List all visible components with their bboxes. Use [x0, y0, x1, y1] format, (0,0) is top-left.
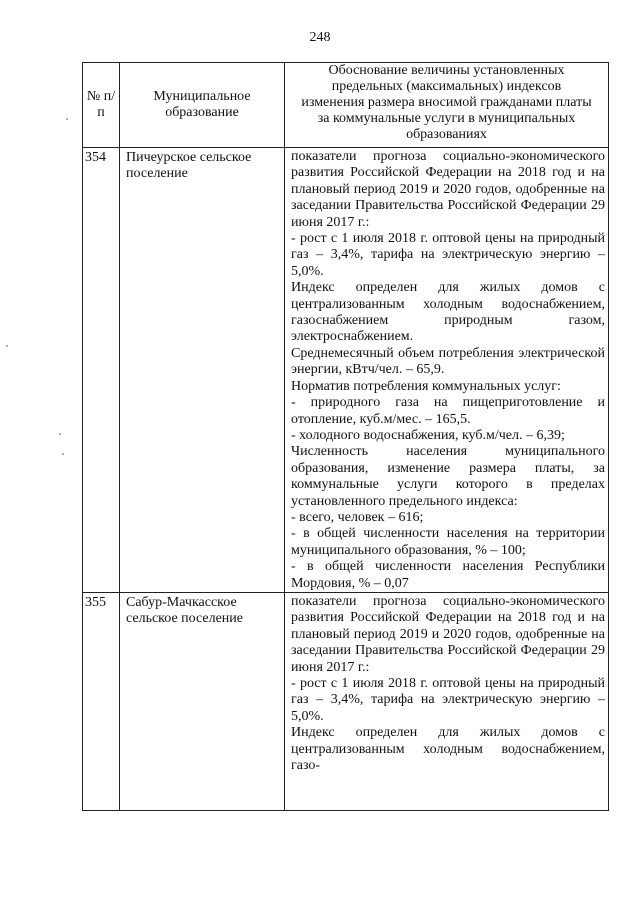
justification-paragraph: Численность населения муниципального образования, изменение размера платы, за коммунальные услуги которого в пределах установленного предельного индекса: — [291, 444, 605, 509]
header-num: № п/п — [83, 63, 120, 148]
page-number: 248 — [309, 30, 331, 45]
justification-paragraph: Индекс определен для жилых домов с централизованным холодным водоснабжением, газо- — [291, 725, 605, 774]
justification-paragraph: Индекс определен для жилых домов с централизованным холодным водоснабжением, газоснабжением природным газом, электроснабжением. — [291, 280, 605, 345]
scan-speck — [66, 118, 68, 120]
justification-paragraph: Среднемесячный объем потребления электрической энергии, кВтч/чел. – 65,9. — [291, 345, 605, 378]
justification-paragraph: - рост с 1 июля 2018 г. оптовой цены на природный газ – 3,4%, тарифа на электрическую энергию – 5,0%. — [291, 231, 605, 279]
table-row — [83, 592, 609, 810]
row-number: 355 — [83, 592, 120, 810]
indices-table — [82, 62, 609, 811]
justification-cell — [285, 148, 609, 593]
justification-paragraph: - природного газа на пищеприготовление и отопление, куб.м/мес. – 165,5. — [291, 395, 605, 427]
justification-paragraph: Норматив потребления коммунальных услуг: — [291, 378, 561, 394]
header-municipality: Муниципальное образование — [120, 63, 285, 148]
justification-paragraph: - в общей численности населения на территории муниципального образования, % – 100; — [291, 526, 605, 558]
municipality-name: Пичеурское сельское поселение — [120, 148, 285, 593]
municipality-name: Сабур-Мачкасское сельское поселение — [120, 592, 285, 810]
justification-cell — [285, 592, 609, 810]
scan-speck — [6, 345, 8, 347]
justification-paragraph: показатели прогноза социально-экономического развития Российской Федерации на 2018 год и на плановый период 2019 и 2020 годов, одобренные на заседании Правительства Российской Федерации 29 июня 2017 г.: — [291, 149, 605, 230]
scan-speck — [59, 433, 61, 435]
justification-paragraph: - рост с 1 июля 2018 г. оптовой цены на природный газ – 3,4%, тарифа на электрическую энергию – 5,0%. — [291, 676, 605, 724]
justification-paragraph: - холодного водоснабжения, куб.м/чел. – 6,39; — [291, 427, 565, 443]
header-justification: Обоснование величины установленных предельных (максимальных) индексов изменения размера вносимой гражданами платы за коммунальные услуги в муниципальных образованиях — [285, 63, 609, 148]
table-row — [83, 148, 609, 593]
scan-speck — [62, 453, 64, 455]
justification-paragraph: - всего, человек – 616; — [291, 509, 424, 525]
row-number: 354 — [83, 148, 120, 593]
justification-paragraph: показатели прогноза социально-экономического развития Российской Федерации на 2018 год и на плановый период 2019 и 2020 годов, одобренные на заседании Правительства Российской Федерации 29 июня 2017 г.: — [291, 593, 605, 675]
table-header-row — [83, 63, 609, 148]
justification-paragraph: - в общей численности населения Республики Мордовия, % – 0,07 — [291, 559, 605, 591]
